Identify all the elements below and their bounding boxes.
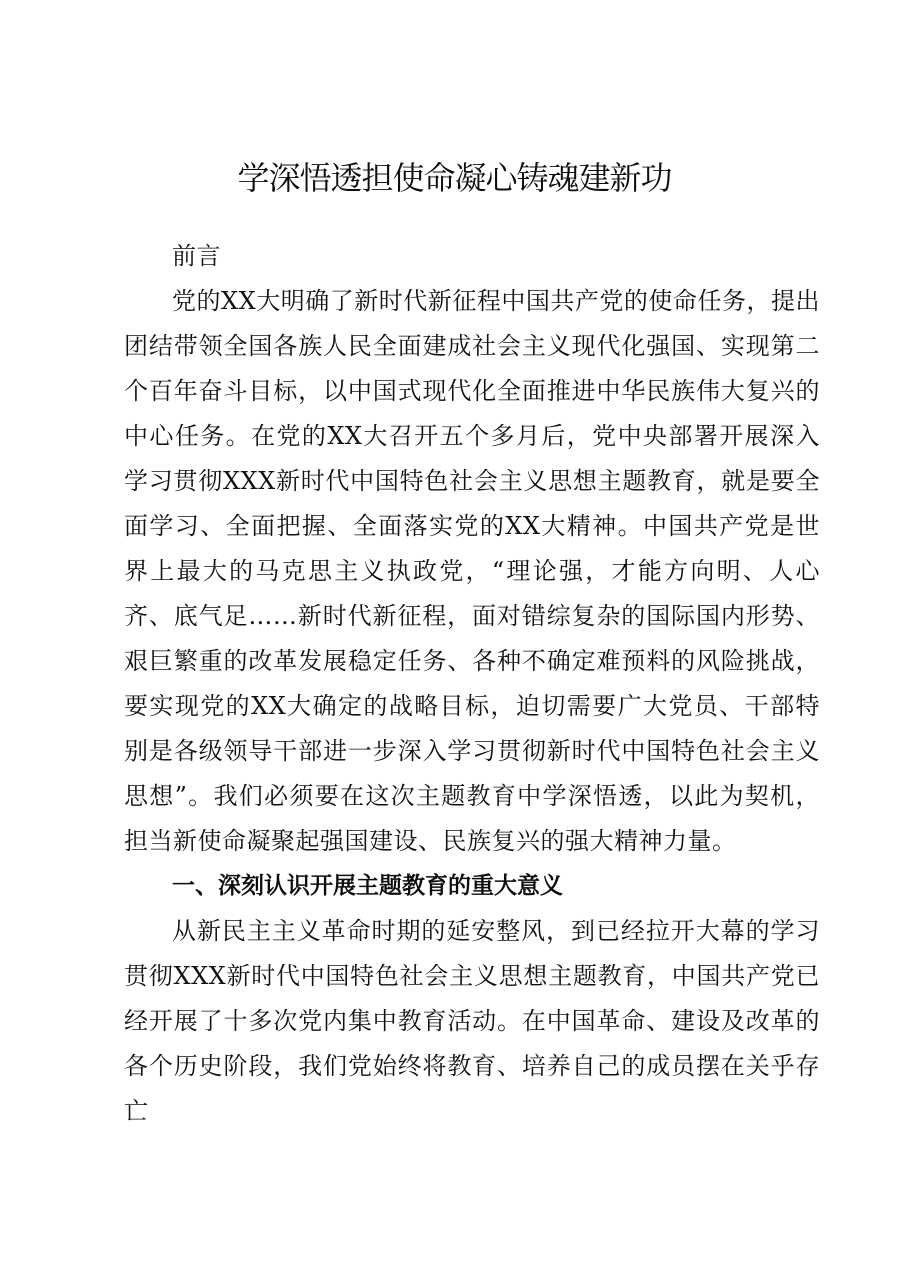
preface-label: 前言 (172, 242, 221, 270)
paragraph-section-body: 从新民主主义革命时期的延安整风，到已经拉开大幕的学习贯彻XXX新时代中国特色社会主义思想主题教育，中国共产党已经开展了十多次党内集中教育活动。在中国革命、建设及改革的各个历史阶段，我们党始终将教育、培养自己的成员摆在关乎存亡 (124, 917, 820, 1125)
paragraph-preface-body: 党的XX大明确了新时代新征程中国共产党的使命任务，提出团结带领全国各族人民全面建成社会主义现代化强国、实现第二个百年奋斗目标，以中国式现代化全面推进中华民族伟大复兴的中心任务。在党的XX大召开五个多月后，党中央部署开展深入学习贯彻XXX新时代中国特色社会主义思想主题教育，就是要全面学习、全面把握、全面落实党的XX大精神。中国共产党是世界上最大的马克思主义执政党，“理论强，才能方向明、人心齐、底气足……新时代新征程，面对错综复杂的国际国内形势、艰巨繁重的改革发展稳定任务、各种不确定难预料的风险挑战，要实现党的XX大确定的战略目标，迫切需要广大党员、干部特别是各级领导干部进一步深入学习贯彻新时代中国特色社会主义思想”。我们必须要在这次主题教育中学深悟透，以此为契机，担当新使命凝聚起强国建设、民族复兴的强大精神力量。 (124, 287, 820, 855)
document-body (124, 234, 820, 1134)
document-title: 学深悟透担使命凝心铸魂建新功 (237, 159, 672, 197)
section-heading: 一、深刻认识开展主题教育的重大意义 (172, 873, 563, 899)
